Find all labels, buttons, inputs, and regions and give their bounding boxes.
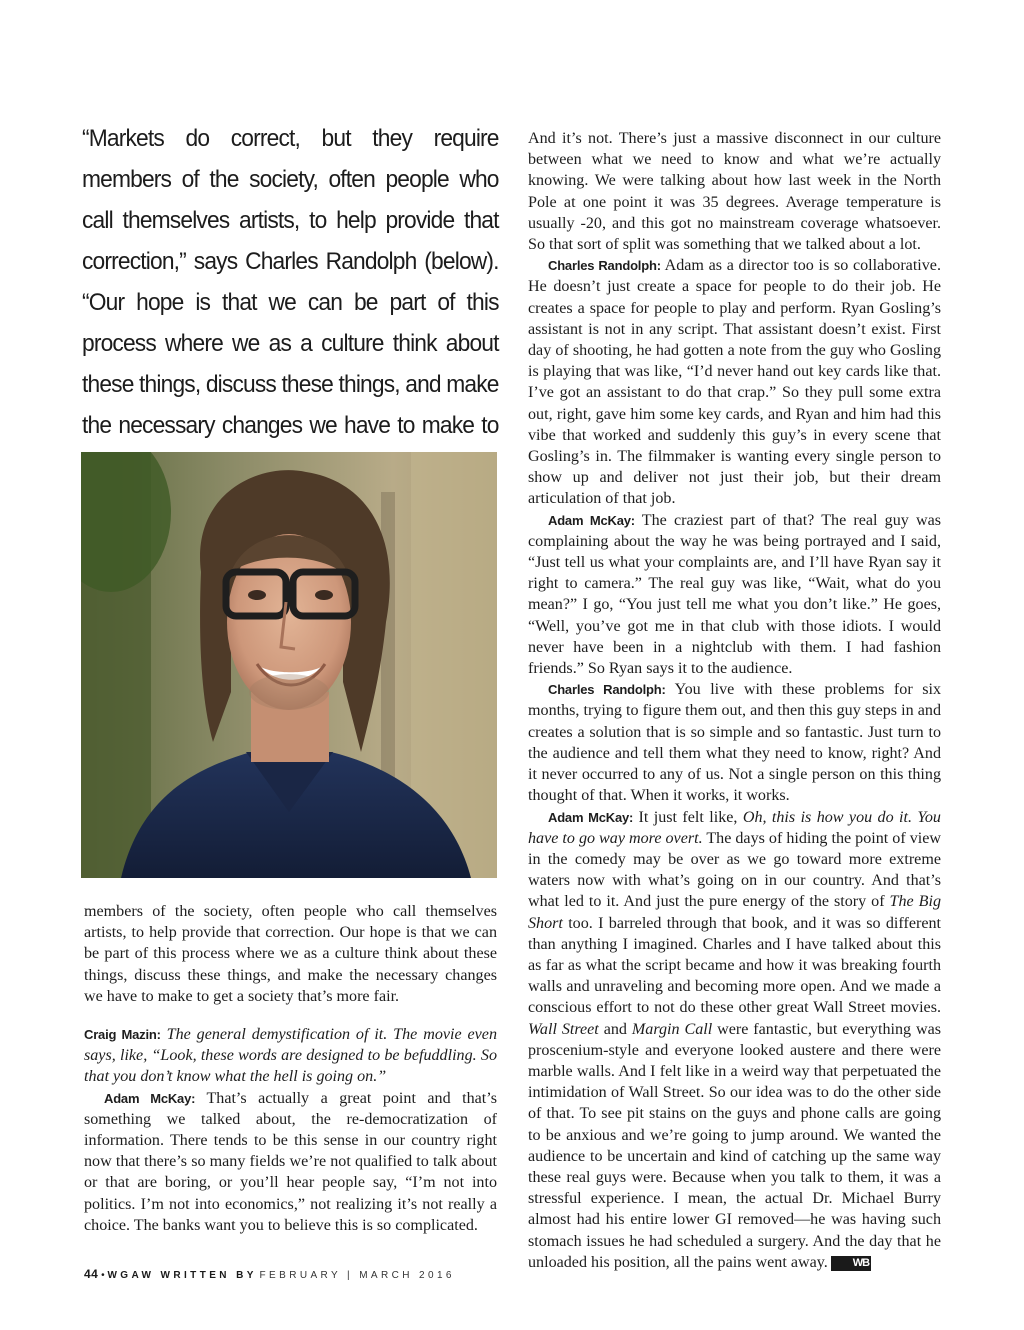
paragraph: And it’s not. There’s just a massive disconnect in our culture between what we need to know and what we’re actually knowing. We were talking about how last week in the North Pole at one point it was 35 degrees. Average temperature is usually -20, and this got no mainstream coverage whatsoever. So that sort of split was something that we talked about a lot. (528, 130, 941, 254)
paragraph (528, 255, 941, 509)
paragraph-text: The craziest part of that? The real guy was complaining about the way he was being portrayed and I said, “Just tell us what your complaints are, and I’ll have Ryan say it right to camera.” The real guy was like, “Wait, what do you mean?” I go, “You just tell me what you don’t like.” He goes, “Well, you’ve got me in that club with those idiots. I would never have been in a nightclub with them. I had fashion friends.” So Ryan says it to the audience. (528, 511, 941, 678)
paragraph-text: The general demystification of it. The movie even says, like, “Look, these words are designed to be befuddling. So that you don’t know what the hell is going on.” (84, 1026, 497, 1086)
portrait-photo (81, 452, 497, 878)
italic-text: Oh, this is how you do it. You have to go way more overt. (528, 808, 941, 847)
paragraph (528, 510, 941, 680)
paragraph-text: Adam as a director too is so collaborative. He doesn’t just create a space for people to do their job. He creates a space for people to play and perform. Ryan Gosling’s assistant is not in any script. That assistant doesn’t exist. First day of shooting, he had gotten a note from the guy who Gosling is playing that was like, “I’d never hand out key cards like that. I’ve got an assistant to do that crap.” So they pull some extra out, right, gave him some key cards, and Ryan and him had this vibe that worked and suddenly this guy’s in every scene that Gosling’s in. The filmmaker is wanting every single person to show up and deliver not just their job, but their dream articulation of that job. (528, 257, 941, 508)
italic-title: Margin Call (631, 1020, 713, 1038)
text-run: It just felt like, (638, 808, 738, 826)
paragraph-text: That’s actually a great point and that’s something we talked about, the re-democratization of information. There tends to be this sense in our country right now that there’s so many fields we’re not qualified to talk about or that are boring, or you’ll hear people say, “I’m not into politics. I’m not into economics,” not realizing it’s not really a choice. The banks want you to believe this is so complicated. (84, 1089, 497, 1234)
italic-title: Wall Street (528, 1020, 599, 1038)
footer-bullet: • (101, 1270, 105, 1281)
paragraph (84, 1024, 497, 1088)
speaker-label: Charles Randolph: (548, 258, 661, 274)
speaker-label: Adam McKay: (548, 512, 635, 528)
portrait-illustration (81, 452, 497, 878)
text-run: were fantastic, but everything was proscenium-style and everyone looked austere and there were marble walls. And I felt like in a weird way that perpetuated the intimidation of Wall Street. So our idea was to do the other side of that. To see pit stains on the guys and phone calls are going to be anxious and we’re going to jump around. We wanted the audience to be uncertain and kind of catching up the same way these real guys were. Because when you talk to them, it was a stressful experience. I mean, the actual Dr. Michael Burry almost had his entire lower GI removed—he was having such stomach issues he had scheduled a surgery. And the day that he unloaded his position, all the pains went away. (528, 1020, 941, 1271)
text-run: and (603, 1020, 627, 1038)
speaker-label: Adam McKay: (548, 809, 634, 825)
text-run: too. I barreled through that book, and it was so different than anything I imagined. Charles and I have talked about this as far as what the script became and how it was breaking fourth walls and unraveling and becoming more open. And we made a conscious effort to not do these other great Wall Street movies. (528, 914, 941, 1017)
end-mark-icon: WB (831, 1256, 871, 1271)
publication-name: WGAW WRITTEN BY (107, 1270, 257, 1281)
paragraph-text: You live with these problems for six months, trying to figure them out, and then this guy steps in and creates a solution that is so simple and so fantastic. Just turn to the audience and tell them what they need to know, right? And it never occurred to any of us. Not a single person on this thing thought of that. When it works, it works. (528, 681, 941, 805)
paragraph: members of the society, often people who call themselves artists, to help provide that correction. Our hope is that we can be part of this process where we as a culture think about these things, discuss these things, and make the necessary changes we have to make to get a society that’s more fair. (84, 903, 497, 1005)
paragraph (528, 807, 941, 1273)
paragraph (528, 679, 941, 806)
speaker-label: Charles Randolph: (548, 682, 666, 698)
paragraph (84, 1088, 497, 1236)
page-footer (84, 1267, 455, 1281)
left-column (84, 901, 497, 1236)
italic-title: The Big Short (528, 893, 941, 932)
text-run: The days of hiding the point of view in the comedy may be over as we go toward more extreme waters now with what’s going on in our country. And that’s what led to it. And just the pure energy of the story of (528, 829, 941, 911)
right-column (528, 128, 941, 1273)
speaker-label: Craig Mazin: (84, 1027, 161, 1043)
page-number: 44 (84, 1267, 99, 1281)
pull-quote: “Markets do correct, but they require members of the society, often people who call themselves artists, to help provide that correction,” says Charles Randolph (below). “Our hope is that we can be part of this process where we as a culture think about these things, discuss these things, and make the necessary changes we have to make to (82, 125, 499, 439)
speaker-label: Adam McKay: (104, 1090, 196, 1106)
issue-date: FEBRUARY | MARCH 2016 (259, 1270, 455, 1281)
